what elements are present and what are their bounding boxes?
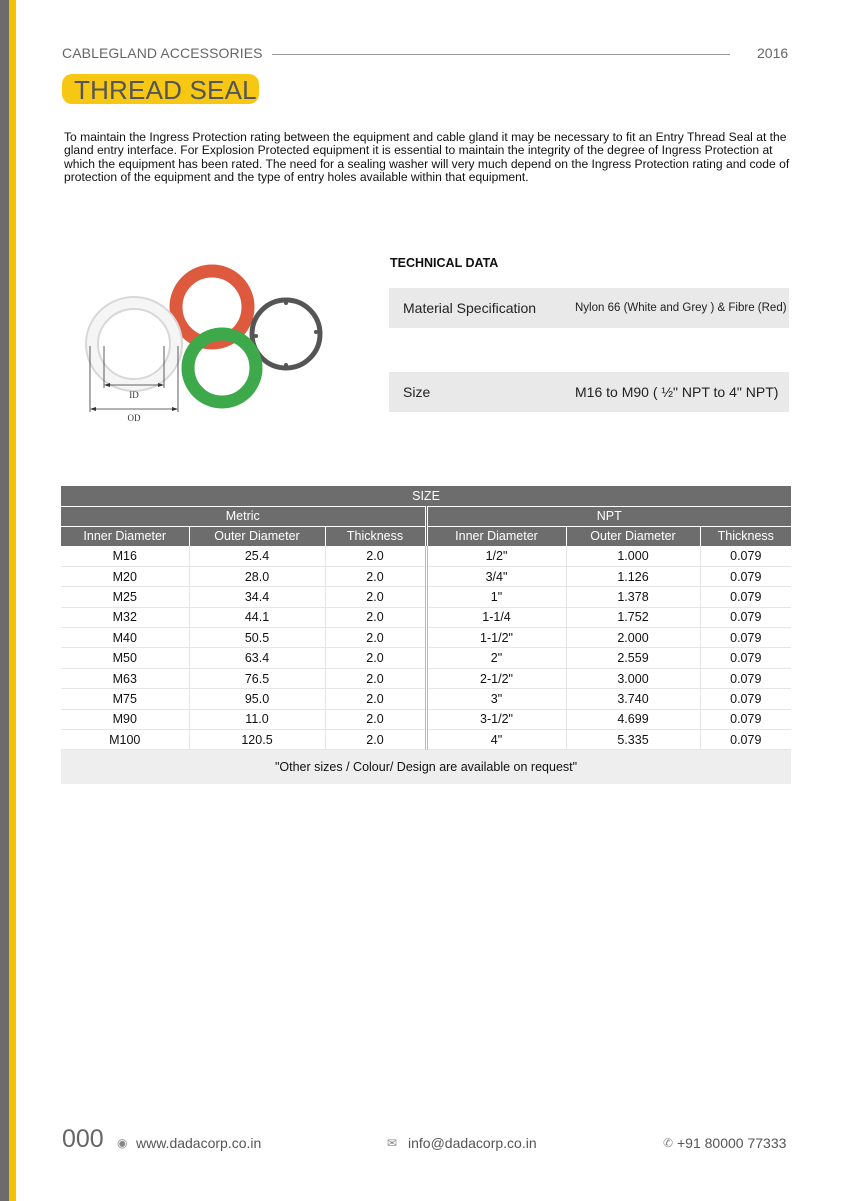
- header-rule: [272, 54, 730, 55]
- column-header: Thickness: [700, 526, 791, 546]
- table-cell: 76.5: [189, 668, 325, 688]
- table-cell: 4.699: [566, 709, 700, 729]
- column-header: Inner Diameter: [426, 526, 566, 546]
- thread-seal-illustration: [80, 260, 340, 430]
- table-cell: 3-1/2": [426, 709, 566, 729]
- size-table-note: "Other sizes / Colour/ Design are available on request": [61, 750, 791, 784]
- table-cell: 0.079: [700, 587, 791, 607]
- table-cell: 4": [426, 730, 566, 750]
- table-row: [61, 689, 791, 709]
- size-table: [61, 486, 791, 784]
- footer-email: info@dadacorp.co.in: [408, 1135, 537, 1151]
- table-row: [61, 668, 791, 688]
- table-cell: 0.079: [700, 730, 791, 750]
- table-cell: 44.1: [189, 607, 325, 627]
- table-cell: 0.079: [700, 607, 791, 627]
- table-cell: 0.079: [700, 689, 791, 709]
- email-icon: ✉: [387, 1136, 398, 1150]
- table-cell: 0.079: [700, 628, 791, 648]
- table-cell: 1/2": [426, 546, 566, 566]
- table-cell: 0.079: [700, 546, 791, 566]
- table-cell: M20: [61, 566, 189, 586]
- table-cell: M40: [61, 628, 189, 648]
- tech-key: Size: [403, 384, 431, 400]
- table-cell: 3.000: [566, 668, 700, 688]
- section-header: CABLEGLAND ACCESSORIES: [62, 45, 263, 61]
- table-cell: 50.5: [189, 628, 325, 648]
- intro-paragraph: To maintain the Ingress Protection rating between the equipment and cable gland it may be necessary to fit an Entry Thread Seal at the gland entry interface. For Explosion Protected equipment it is essential to maintain the integrity of the degree of Ingress Protection at which the equipment has been rated. The need for a sealing washer will very much depend on the Ingress Protection rating and code of protection of the equipment and the type of entry holes available within that equipment.: [64, 130, 790, 185]
- page-spine-yellow: [9, 0, 16, 1201]
- table-cell: 2.0: [325, 668, 426, 688]
- tech-key: Material Specification: [403, 300, 537, 316]
- table-cell: 1.752: [566, 607, 700, 627]
- table-cell: 1": [426, 587, 566, 607]
- column-header: Thickness: [325, 526, 426, 546]
- table-cell: M75: [61, 689, 189, 709]
- table-cell: 2.0: [325, 689, 426, 709]
- table-cell: 2.0: [325, 709, 426, 729]
- table-cell: 1-1/2": [426, 628, 566, 648]
- table-cell: 28.0: [189, 566, 325, 586]
- od-dimension-label: OD: [127, 413, 141, 423]
- table-cell: 2.0: [325, 546, 426, 566]
- size-table-header-row: [61, 526, 791, 546]
- footer-website: www.dadacorp.co.in: [136, 1135, 262, 1151]
- table-row: [61, 709, 791, 729]
- phone-icon: ✆: [663, 1136, 674, 1150]
- table-cell: 2.0: [325, 607, 426, 627]
- table-cell: M63: [61, 668, 189, 688]
- table-cell: 1.378: [566, 587, 700, 607]
- table-cell: 2.0: [325, 628, 426, 648]
- table-cell: 11.0: [189, 709, 325, 729]
- table-cell: 1.126: [566, 566, 700, 586]
- tech-row-size: [389, 372, 789, 412]
- table-cell: 0.079: [700, 709, 791, 729]
- table-row: [61, 546, 791, 566]
- table-cell: 95.0: [189, 689, 325, 709]
- footer-phone: +91 80000 77333: [677, 1135, 787, 1151]
- tech-value: M16 to M90 ( ½" NPT to 4" NPT): [575, 384, 779, 400]
- table-cell: 25.4: [189, 546, 325, 566]
- table-row: [61, 730, 791, 750]
- table-cell: M16: [61, 546, 189, 566]
- table-cell: 2.0: [325, 730, 426, 750]
- table-cell: 2.0: [325, 648, 426, 668]
- grey-seal-ring: [252, 300, 320, 368]
- table-cell: 2.0: [325, 566, 426, 586]
- table-row: [61, 607, 791, 627]
- column-header: Outer Diameter: [189, 526, 325, 546]
- header-year: 2016: [757, 45, 789, 61]
- size-table-note-row: [61, 750, 791, 784]
- column-header: Outer Diameter: [566, 526, 700, 546]
- table-cell: M50: [61, 648, 189, 668]
- table-row: [61, 628, 791, 648]
- size-table-title: SIZE: [61, 486, 791, 506]
- page-number: 000: [62, 1125, 104, 1153]
- page-spine-grey: [0, 0, 9, 1201]
- table-row: [61, 648, 791, 668]
- table-cell: 3": [426, 689, 566, 709]
- table-cell: 2": [426, 648, 566, 668]
- table-cell: 0.079: [700, 566, 791, 586]
- table-cell: 1-1/4: [426, 607, 566, 627]
- table-cell: 0.079: [700, 648, 791, 668]
- tech-row-material: [389, 288, 789, 328]
- technical-data-title: TECHNICAL DATA: [390, 256, 499, 270]
- table-cell: M90: [61, 709, 189, 729]
- table-cell: 120.5: [189, 730, 325, 750]
- table-cell: 2.000: [566, 628, 700, 648]
- page-title-badge: [62, 74, 259, 104]
- table-cell: 2-1/2": [426, 668, 566, 688]
- globe-icon: ◉: [117, 1136, 128, 1150]
- table-cell: 2.0: [325, 587, 426, 607]
- column-header: Inner Diameter: [61, 526, 189, 546]
- size-table-group-row: [61, 506, 791, 526]
- group-metric: Metric: [61, 506, 426, 526]
- table-cell: 1.000: [566, 546, 700, 566]
- table-cell: 2.559: [566, 648, 700, 668]
- table-cell: 63.4: [189, 648, 325, 668]
- table-cell: M25: [61, 587, 189, 607]
- id-dimension-label: ID: [129, 390, 139, 400]
- page-title: THREAD SEAL: [74, 75, 257, 105]
- table-cell: 0.079: [700, 668, 791, 688]
- table-cell: M100: [61, 730, 189, 750]
- table-cell: 3/4": [426, 566, 566, 586]
- group-npt: NPT: [426, 506, 791, 526]
- size-table-title-row: [61, 486, 791, 506]
- table-cell: 34.4: [189, 587, 325, 607]
- table-row: [61, 566, 791, 586]
- table-row: [61, 587, 791, 607]
- tech-value: Nylon 66 (White and Grey ) & Fibre (Red): [575, 302, 787, 314]
- table-cell: 5.335: [566, 730, 700, 750]
- table-cell: 3.740: [566, 689, 700, 709]
- table-cell: M32: [61, 607, 189, 627]
